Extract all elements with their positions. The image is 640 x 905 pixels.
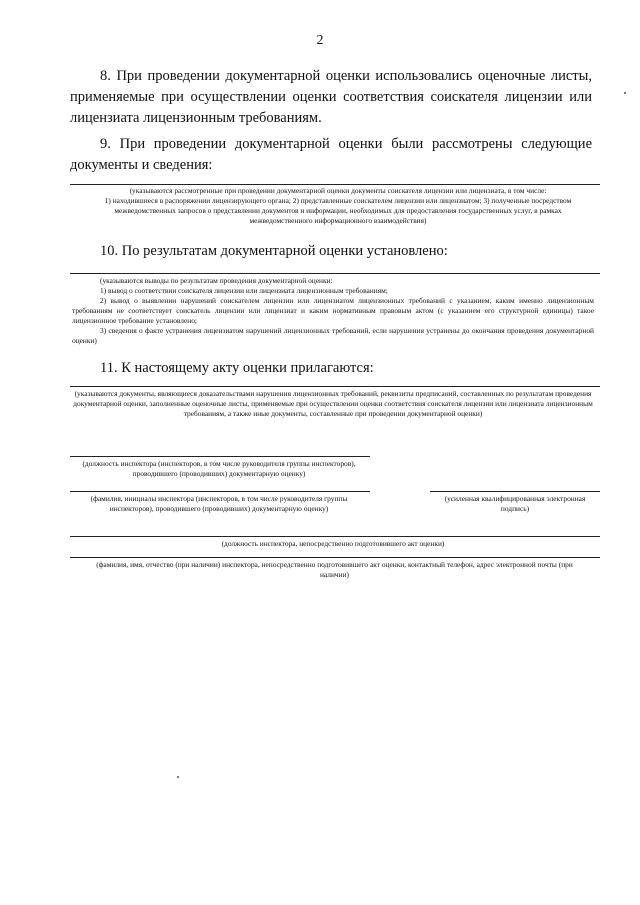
preparer-position-caption: (должность инспектора, непосредственно подготовившего акт оценки)	[221, 539, 445, 548]
signature-name-caption: (фамилия, инициалы инспектора (инспекторов, в том числе руководителя группы инспекторов), проводившего (проводивших) документарную оценку)	[90, 494, 348, 513]
item-11-note: (указываются документы, являющиеся доказательствами нарушения лицензионных требований, реквизиты предписаний, составленных по результатам проведения документарной оценки, заполненные оценочные листы, применяемые при осуществлении оценки соответствия соискателя лицензии или лицензиата лицензионным требованиям, а также иные документы, составленные при проведении документарной оценки)	[73, 389, 593, 418]
item-11-fill-line	[70, 386, 600, 387]
signature-position-caption: (должность инспектора (инспекторов, в том числе руководителя группы инспекторов), проводившего (проводивших) документарную оценку)	[82, 459, 356, 478]
item-10-fill-line	[70, 273, 600, 274]
page-number: 2	[316, 33, 324, 48]
item-9-text: 9. При проведении документарной оценки были рассмотрены следующие документы и сведения:	[70, 136, 592, 173]
item-9-fill-line	[70, 184, 600, 185]
signature-name-line	[70, 491, 370, 492]
scan-speck	[177, 776, 179, 778]
item-9-note	[88, 186, 588, 226]
item-9-note-line-1: (указываются рассмотренные при проведении документарной оценки документы соискателя лицензии или лицензиата, в том числе:	[129, 186, 547, 195]
preparer-contact-line	[70, 557, 600, 558]
preparer-contact-caption: (фамилия, имя, отчество (при наличии) инспектора, непосредственно подготовившего акт оценки, контактный телефон, адрес электронной почты (при наличии)	[96, 560, 573, 579]
item-10-note-line-3: 2) вывод о выявлении нарушений соискателем лицензии или лицензиатом лицензионных требований с указанием, каким именно лицензионным требованиям не соответствует соискатель лицензии или лицензиат и каким нормативным правовым актом (с указанием его структурной единицы) такое лицензионное требование установлено;	[72, 296, 594, 325]
item-10-note-line-4: 3) сведения о факте устранения лицензиатом нарушений лицензионных требований, если нарушения устранены до окончания проведения документарной оценки)	[72, 326, 594, 345]
scan-speck	[624, 92, 626, 94]
item-8-text: 8. При проведении документарной оценки использовались оценочные листы, применяемые при осуществлении оценки соответствия соискателя лицензии или лицензиата лицензионным требованиям.	[70, 68, 592, 126]
item-9-note-line-2: 1) находившиеся в распоряжении лицензирующего органа; 2) представленные соискателем лицензии или лицензиатом; 3) полученные посредством межведомственных запросов о представлении документов и информации, необходимых для предоставления государственных услуг, в рамках межведомственного информационного взаимодействия)	[104, 196, 572, 225]
item-10-text: 10. По результатам документарной оценки установлено:	[100, 243, 448, 259]
preparer-position-line	[70, 536, 600, 537]
item-10-note-line-2: 1) вывод о соответствии соискателя лицензии или лицензиата лицензионным требованиям;	[100, 286, 388, 295]
item-10-note	[72, 276, 594, 346]
item-10-note-line-1: (указываются выводы по результатам проведения документарной оценки:	[100, 276, 333, 285]
signature-esign-caption: (усиленная квалифицированная электронная подпись)	[444, 494, 586, 513]
item-11-text: 11. К настоящему акту оценки прилагаются:	[100, 360, 374, 376]
signature-esign-line	[430, 491, 600, 492]
signature-position-line	[70, 456, 370, 457]
